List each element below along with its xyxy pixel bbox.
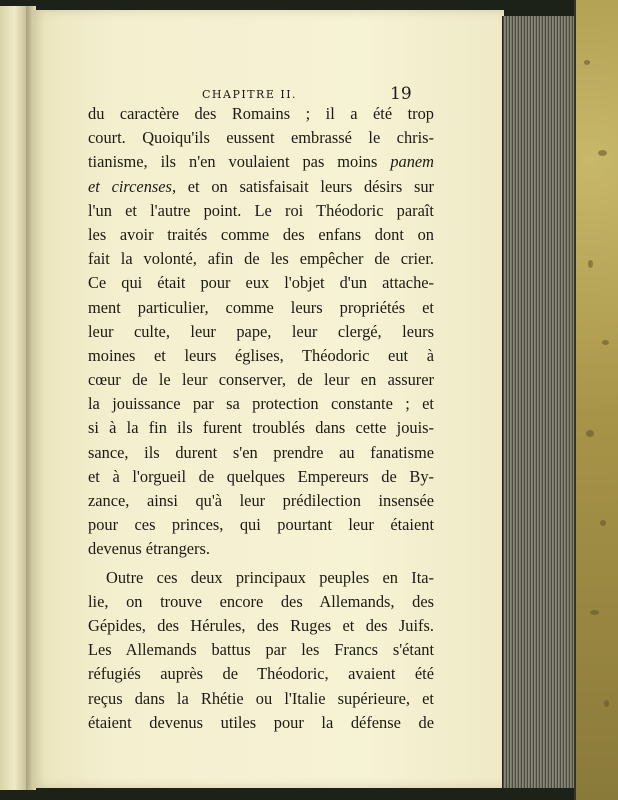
marble-speck — [588, 260, 593, 268]
italic-phrase: et circenses — [88, 176, 172, 196]
paragraph — [88, 566, 434, 735]
marble-speck — [586, 430, 594, 437]
text-line: les avoir traités comme des enfans dont on — [88, 224, 434, 244]
marble-speck — [590, 610, 599, 615]
text-line: lie, on trouve encore des Allemands, des — [88, 591, 434, 611]
italic-phrase: panem — [390, 152, 435, 172]
book-page — [32, 10, 504, 788]
text-line: réfugiés auprès de Théodoric, avaient été — [88, 664, 434, 684]
text-line: Les Allemands battus par les Francs s'étant — [88, 640, 434, 660]
running-head: CHAPITRE II. — [202, 88, 298, 101]
marble-speck — [598, 150, 607, 156]
text-line — [88, 175, 434, 199]
text-line: ment particulier, comme leurs propriétés et — [88, 297, 434, 317]
text-line: si à la fin ils furent troublés dans cette jouis- — [88, 418, 434, 438]
marble-speck — [602, 340, 609, 345]
page-block-edges — [502, 16, 575, 788]
facing-page-edge — [0, 6, 27, 790]
text-line: pour ces princes, qui pourtant leur étaient — [88, 515, 434, 535]
text-line: devenus étrangers. — [88, 539, 210, 559]
text-line: la jouissance par sa protection constante ; et — [88, 394, 434, 414]
marbled-cover-board — [574, 0, 618, 800]
marble-speck — [584, 60, 590, 65]
text-line: Ce qui était pour eux l'objet d'un attache- — [88, 273, 434, 293]
page-body — [88, 102, 434, 735]
text-line: reçus dans la Rhétie ou l'Italie supérieure, et — [88, 688, 434, 708]
marble-speck — [604, 700, 609, 707]
text-line: court. Quoiqu'ils eussent embrassé le chris- — [88, 128, 434, 148]
text-line: leur culte, leur pape, leur clergé, leurs — [88, 321, 434, 341]
text-line: cœur de le leur conserver, de leur en assurer — [88, 370, 434, 390]
text-line: Gépides, des Hérules, des Ruges et des Juifs. — [88, 615, 434, 635]
text-line: moines et leurs églises, Théodoric eut à — [88, 345, 434, 365]
text-line: et à l'orgueil de quelques Empereurs de By- — [88, 466, 434, 486]
paragraph — [88, 102, 434, 562]
text-line: fait la volonté, afin de les empêcher de crier. — [88, 249, 434, 269]
text-line: l'un et l'autre point. Le roi Théodoric paraît — [88, 200, 434, 220]
page-number: 19 — [390, 84, 412, 104]
text-line: Outre ces deux principaux peuples en Ita- — [106, 567, 434, 587]
marble-speck — [600, 520, 606, 526]
text-line: zance, ainsi qu'à leur prédilection insensée — [88, 491, 434, 510]
text-line — [88, 150, 434, 174]
text-run: , et on satisfaisait leurs désirs sur — [171, 176, 434, 196]
text-line: sance, ils durent s'en prendre au fanatisme — [88, 442, 434, 462]
text-line: étaient devenus utiles pour la défense de — [88, 712, 434, 732]
text-line: du caractère des Romains ; il a été trop — [88, 104, 434, 123]
text-run: tianisme, ils n'en voulaient pas moins — [88, 152, 378, 172]
